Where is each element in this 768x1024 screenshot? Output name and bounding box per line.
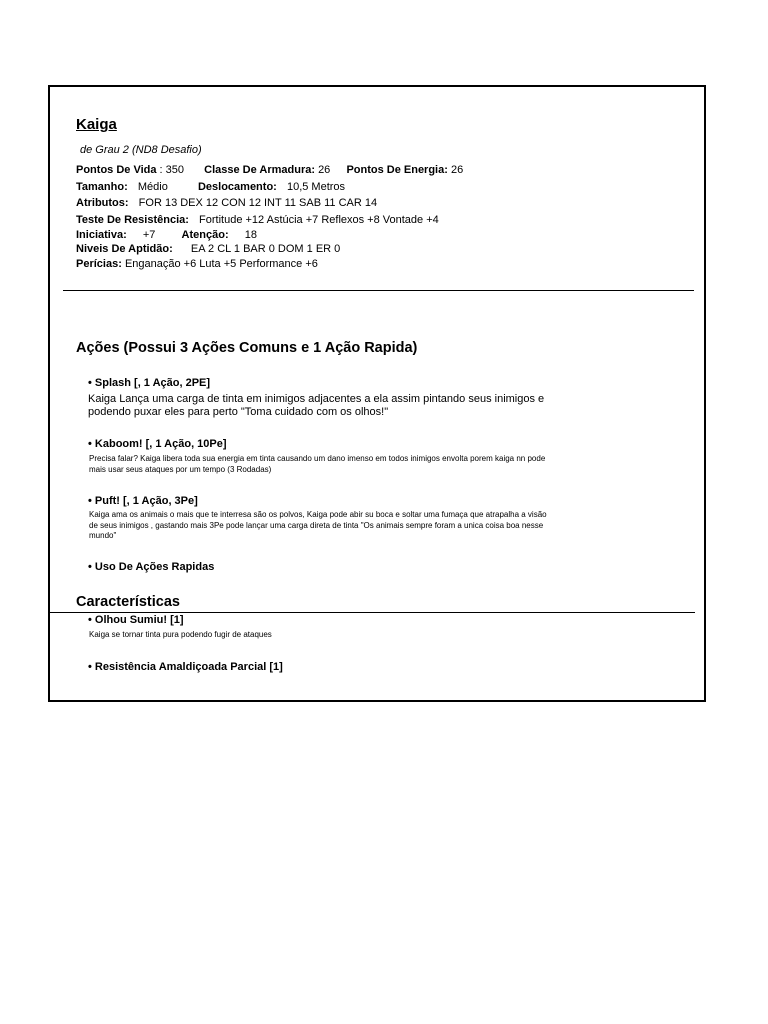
traits-divider bbox=[50, 612, 695, 613]
stats-row-initiative bbox=[76, 229, 257, 241]
stats-row-attributes bbox=[76, 197, 377, 209]
trait-title-olhou-sumiu: • Olhou Sumiu! [1] bbox=[88, 614, 184, 626]
action-desc-splash: Kaiga Lança uma carga de tinta em inimigos adjacentes a ela assim pintando seus inimigos e podendo puxar eles para perto "Toma cuidado com os olhos!" bbox=[88, 393, 545, 418]
traits-heading: Características bbox=[76, 594, 180, 610]
pe-value: 26 bbox=[450, 164, 464, 176]
deslocamento-label: Deslocamento: bbox=[197, 181, 277, 193]
ca-label: Classe De Armadura: bbox=[204, 164, 315, 176]
trait-title-resistencia: • Resistência Amaldiçoada Parcial [1] bbox=[88, 661, 283, 673]
aptidao-value: EA 2 CL 1 BAR 0 DOM 1 ER 0 bbox=[190, 243, 341, 255]
pv-value: : 350 bbox=[159, 164, 185, 176]
stats-row-resistance bbox=[76, 214, 439, 226]
atributos-value: FOR 13 DEX 12 CON 12 INT 11 SAB 11 CAR 14 bbox=[138, 197, 378, 209]
action-title-splash: • Splash [, 1 Ação, 2PE] bbox=[88, 377, 211, 389]
tamanho-label: Tamanho: bbox=[76, 181, 128, 193]
resistencia-label: Teste De Resistência: bbox=[76, 214, 189, 226]
section-divider bbox=[63, 290, 694, 291]
pe-label: Pontos De Energia: bbox=[346, 164, 448, 176]
stats-row-aptitude bbox=[76, 243, 340, 255]
tamanho-value: Médio bbox=[137, 181, 168, 193]
creature-subtitle: de Grau 2 (ND8 Desafio) bbox=[80, 144, 202, 156]
atencao-label: Atenção: bbox=[181, 229, 229, 241]
pericias-value: Enganação +6 Luta +5 Performance +6 bbox=[124, 258, 318, 270]
action-title-kaboom: • Kaboom! [, 1 Ação, 10Pe] bbox=[88, 438, 227, 450]
action-desc-puft: Kaiga ama os animais o mais que te interresa são os polvos, Kaiga pode abir su boca e soltar uma fumaça que atrapalha a visão de seus inimigos , gastando mais 3Pe pode lançar uma carga direta de tinta "Os animais sempre foram a unica coisa boa nesse mundo" bbox=[89, 510, 547, 540]
pv-label: Pontos De Vida bbox=[76, 164, 157, 176]
action-desc-kaboom: Precisa falar? Kaiga libera toda sua energia em tinta causando um dano imenso em todos inimigos envolta porem kaiga nn pode mais usar seus ataques por um tempo (3 Rodadas) bbox=[89, 454, 546, 474]
atributos-label: Atributos: bbox=[76, 197, 129, 209]
stat-block-card bbox=[48, 85, 706, 702]
iniciativa-label: Iniciativa: bbox=[76, 229, 127, 241]
action-title-quick-actions: • Uso De Ações Rapidas bbox=[88, 561, 215, 573]
stats-row-size bbox=[76, 181, 345, 193]
actions-heading: Ações (Possui 3 Ações Comuns e 1 Ação Rapida) bbox=[76, 340, 418, 356]
stats-row-skills bbox=[76, 258, 318, 270]
stats-row-vitals bbox=[76, 164, 463, 176]
aptidao-label: Niveis De Aptidão: bbox=[76, 243, 173, 255]
deslocamento-value: 10,5 Metros bbox=[286, 181, 346, 193]
atencao-value: 18 bbox=[244, 229, 257, 241]
ca-value: 26 bbox=[318, 164, 331, 176]
pericias-label: Perícias: bbox=[76, 258, 122, 270]
iniciativa-value: +7 bbox=[142, 229, 156, 241]
action-title-puft: • Puft! [, 1 Ação, 3Pe] bbox=[88, 495, 198, 507]
resistencia-value: Fortitude +12 Astúcia +7 Reflexos +8 Vontade +4 bbox=[199, 214, 439, 226]
creature-name: Kaiga bbox=[76, 116, 117, 133]
trait-desc-olhou-sumiu: Kaiga se tornar tinta pura podendo fugir de ataques bbox=[89, 630, 272, 639]
